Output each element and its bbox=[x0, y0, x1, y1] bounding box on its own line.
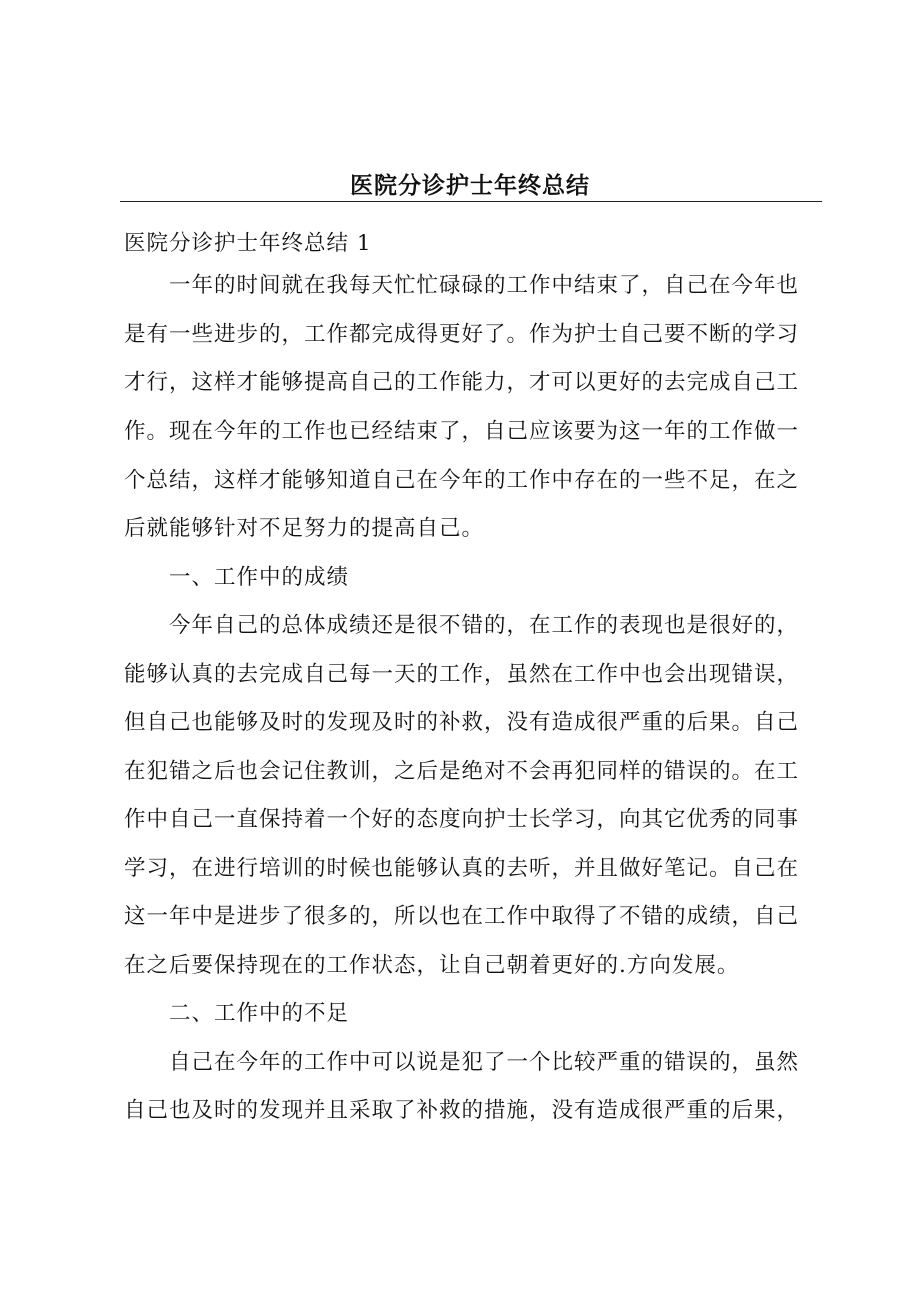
heading-shortcomings: 二、工作中的不足 bbox=[124, 1001, 350, 1026]
paragraph-1-line-6: 后就能够针对不足努力的提高自己。 bbox=[124, 516, 485, 541]
paragraph-2-line-3: 但自己也能够及时的发现及时的补救，没有造成很严重的后果。自己 bbox=[124, 710, 800, 735]
paragraph-1-line-1: 一年的时间就在我每天忙忙碌碌的工作中结束了，自己在今年也 bbox=[124, 273, 800, 298]
title-underline bbox=[120, 201, 822, 202]
heading-achievements: 一、工作中的成绩 bbox=[124, 565, 350, 590]
section-title: 医院分诊护士年终总结 1 bbox=[124, 231, 372, 256]
paragraph-2-line-1: 今年自己的总体成绩还是很不错的，在工作的表现也是很好的， bbox=[124, 613, 800, 638]
paragraph-2-line-2: 能够认真的去完成自己每一天的工作，虽然在工作中也会出现错误， bbox=[124, 662, 800, 687]
paragraph-2-line-7: 这一年中是进步了很多的，所以也在工作中取得了不错的成绩，自己 bbox=[124, 904, 800, 929]
paragraph-2-line-6: 学习，在进行培训的时候也能够认真的去听，并且做好笔记。自己在 bbox=[124, 856, 800, 881]
paragraph-2-line-8: 在之后要保持现在的工作状态，让自己朝着更好的.方向发展。 bbox=[124, 953, 740, 978]
paragraph-1-line-3: 才行，这样才能够提高自己的工作能力，才可以更好的去完成自己工 bbox=[124, 370, 800, 395]
paragraph-2-line-4: 在犯错之后也会记住教训，之后是绝对不会再犯同样的错误的。在工 bbox=[124, 759, 800, 784]
paragraph-1-line-5: 个总结，这样才能够知道自己在今年的工作中存在的一些不足，在之 bbox=[124, 468, 800, 493]
document-title: 医院分诊护士年终总结 bbox=[350, 173, 590, 199]
paragraph-3-line-1: 自己在今年的工作中可以说是犯了一个比较严重的错误的，虽然 bbox=[124, 1050, 800, 1075]
paragraph-1-line-2: 是有一些进步的，工作都完成得更好了。作为护士自己要不断的学习 bbox=[124, 322, 800, 347]
paragraph-3-line-2: 自己也及时的发现并且采取了补救的措施，没有造成很严重的后果， bbox=[124, 1098, 800, 1123]
paragraph-1-line-4: 作。现在今年的工作也已经结束了，自己应该要为这一年的工作做一 bbox=[124, 419, 800, 444]
paragraph-2-line-5: 作中自己一直保持着一个好的态度向护士长学习，向其它优秀的同事 bbox=[124, 807, 800, 832]
